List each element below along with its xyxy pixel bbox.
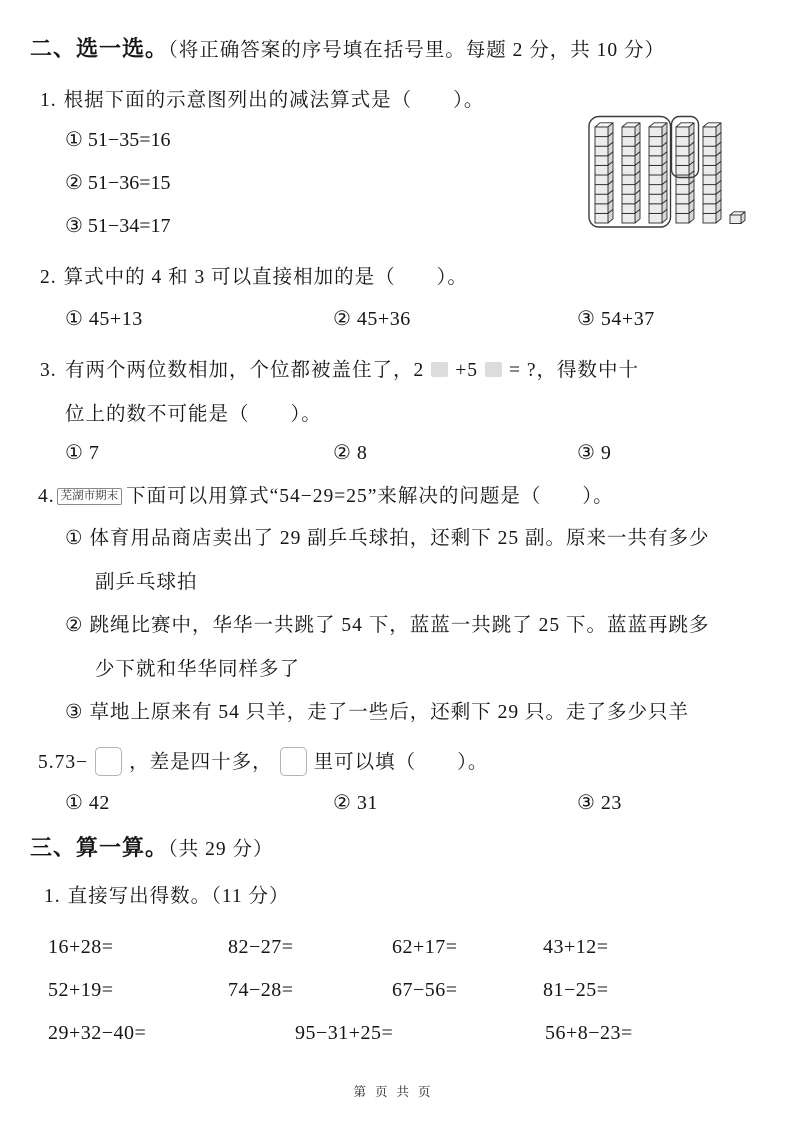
question-4-label: 4. [38,486,55,507]
question-4-options [0,517,727,735]
covered-digit-box-2 [485,362,502,377]
calc-item: 56+8−23= [545,1021,633,1044]
blank-fill-box-2 [280,747,307,776]
question-3-options [0,438,793,468]
question-5-text-part2: ，差是四十多， [129,751,273,773]
question-5-text-part1: 73− [54,751,89,773]
question-1-option-2: ② 51−36=15 [65,172,171,194]
question-4-option-3-text: 草地上原来有 54 只羊，走了一些后，还剩下 29 只。走了多少只羊 [89,702,689,723]
calc-item: 52+19= [48,978,114,1001]
question-5-option-3: ③ 23 [577,791,622,814]
question-5-text-part3: 里可以填（ ）。 [313,751,489,773]
calc-item: 81−25= [543,978,609,1001]
covered-digit-box-1 [431,362,448,377]
question-5 [0,743,793,783]
page-footer: 第页共页 [353,1085,440,1099]
question-1-label: 1. [40,90,57,111]
question-3-option-2: ② 8 [333,442,368,464]
section2-heading [0,36,793,64]
calc-item: 67−56= [392,978,458,1001]
question-3-text-part1: 有两个两位数相加，个位都被盖住了，2 [65,360,425,381]
question-3-option-1: ① 7 [65,442,100,464]
question-5-options [0,788,793,818]
question-4-option-3 [65,691,727,735]
question-3-label: 3. [40,360,57,381]
question-2-options [0,304,793,334]
blank-fill-box-1 [95,747,122,776]
question-3-option-3: ③ 9 [577,442,612,464]
question-4-option-3-marker: ③ [65,702,84,723]
question-2-label: 2. [40,267,57,288]
question-3-text-part3: = ?，得数中十 [509,360,640,381]
section3-heading [0,835,793,863]
question-4-text: 下面可以用算式“54−29=25”来解决的问题是（ ）。 [126,486,614,507]
question-3-text-line2: 位上的数不可能是（ ）。 [65,403,322,425]
section3-sub1 [0,884,793,910]
section3-title: 算一算。 [76,834,169,860]
base-ten-blocks-diagram [585,111,749,239]
base-ten-blocks-svg [585,111,749,239]
section2-number: 二、 [30,36,77,61]
section3-note: （共 29 分） [168,838,274,860]
question-2 [0,265,793,291]
calculation-grid [0,926,793,1055]
calc-item: 95−31+25= [295,1021,394,1044]
question-1-text: 根据下面的示意图列出的减法算式是（ ）。 [63,90,485,111]
section2-note: （将正确答案的序号填在括号里。每题 2 分，共 10 分） [168,40,666,61]
question-1-option-3: ③ 51−34=17 [65,215,171,237]
question-4-option-2-marker: ② [65,615,84,636]
question-1-option-1: ① 51−35=16 [65,129,171,151]
question-2-option-3: ③ 54+37 [577,308,655,330]
question-4-option-1 [65,517,727,604]
question-3-text-part2: +5 [455,360,479,381]
calc-item: 29+32−40= [48,1021,147,1044]
question-2-option-1: ① 45+13 [65,308,143,330]
question-4-option-2 [65,604,727,691]
question-4-option-1-text: 体育用品商店卖出了 29 副乒乓球拍，还剩下 25 副。原来一共有多少副乒乓球拍 [89,528,710,593]
question-2-option-2: ② 45+36 [333,308,411,330]
calc-item: 16+28= [48,935,114,958]
question-4 [0,484,793,510]
question-4-option-2-text: 跳绳比赛中，华华一共跳了 54 下，蓝蓝一共跳了 25 下。蓝蓝再跳多少下就和华华同样多了 [89,615,710,680]
question-3 [0,349,793,436]
calc-row-3 [0,1012,793,1055]
question-5-option-1: ① 42 [65,791,110,814]
section3-sub1-text: 直接写出得数。（11 分） [67,885,290,907]
section3-sub1-label: 1. [44,885,61,907]
section3-number: 三、 [30,834,77,860]
calc-item: 43+12= [543,935,609,958]
exam-source-tag: 芜湖市期末 [57,488,123,505]
calc-row-2 [0,969,793,1012]
calc-item: 74−28= [228,978,294,1001]
question-4-option-1-marker: ① [65,528,84,549]
question-2-text: 算式中的 4 和 3 可以直接相加的是（ ）。 [63,267,468,288]
calc-row-1 [0,926,793,969]
section2-title: 选一选。 [76,36,169,61]
question-5-label: 5. [38,751,55,773]
calc-item: 62+17= [392,935,458,958]
calc-item: 82−27= [228,935,294,958]
question-5-option-2: ② 31 [333,791,378,814]
